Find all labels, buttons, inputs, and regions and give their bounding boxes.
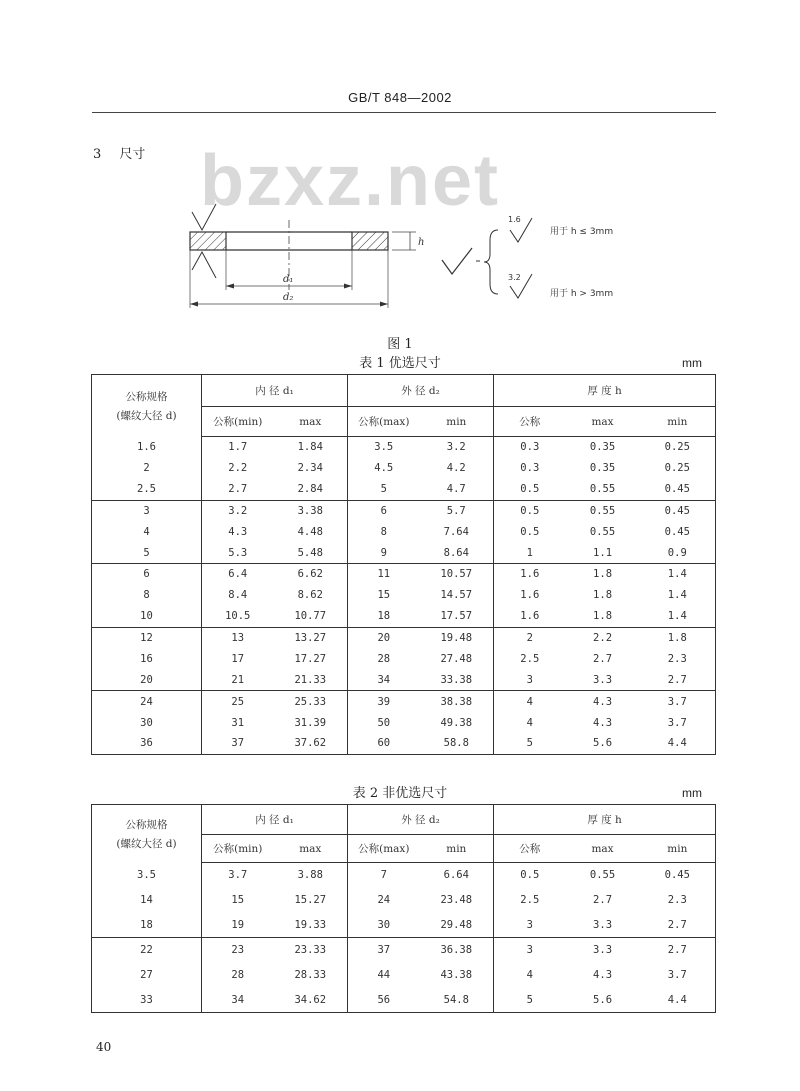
header-spec [92,805,202,863]
d2-label: d₂ [283,292,294,303]
table1-title: 表 1 优选尺寸 [359,356,441,371]
cell-h-min: 2.3 [667,652,687,665]
cell-d2-min: 43.38 [420,963,494,988]
cell-h-nom: 4 [526,969,533,981]
table1-unit: mm [682,356,702,370]
washer-figure [180,190,640,320]
cell-h-nom: 0.5 [520,525,540,538]
cell-h-min: 4.4 [667,993,687,1006]
cell-d2-min: 19.48 [420,627,494,648]
cell-d2-nom: 11 [348,564,420,585]
cell-h-nom: 5 [526,737,533,750]
cell-h-min: 2.3 [667,894,687,906]
cell-d1-max: 1.84 [274,437,348,458]
cell-d1-nom: 4.3 [228,525,248,538]
cell-spec: 33 [92,988,202,1013]
header-inner: 内 径 d₁ [202,805,348,835]
cell-d1-nom: 34 [231,993,245,1006]
cell-h-nom: 2.5 [520,894,540,906]
table2-title: 表 2 非优选尺寸 [352,786,448,801]
cell-h-max: 0.55 [566,500,640,521]
cell-h-nom: 4 [526,716,533,729]
header-h-max: max [566,407,640,437]
cell-d1-nom: 3.7 [228,869,248,882]
cell-h-max: 1.8 [593,589,613,602]
cell-d2-nom: 6 [348,500,420,521]
cell-h-min: 2.7 [667,918,687,931]
cell-h-max: 1.8 [566,564,640,585]
cell-d1-max: 21.33 [274,670,348,691]
brace [484,230,498,294]
watermark: bzxz.net [200,141,501,221]
header-spec-label: 公称规格 [125,818,168,831]
cell-spec: 1.6 [92,437,202,458]
cell-d2-min: 17.57 [420,606,494,627]
cell-d1-nom: 10.5 [225,610,251,623]
cell-d1-nom: 3.2 [202,500,274,521]
cell-spec: 4 [92,521,202,542]
cell-d2-nom: 50 [377,716,391,729]
cell-d1-max: 19.33 [274,913,348,938]
cell-spec: 3.5 [92,863,202,888]
header-spec [92,375,202,437]
washer-left-section [190,232,226,250]
cell-h-min: 1.4 [667,589,687,602]
cell-d1-nom: 23 [202,938,274,963]
surface-mark-bottom [192,252,216,278]
header-h-nom: 公称 [494,407,566,437]
cell-h-nom: 0.5 [520,483,540,496]
cell-h-nom: 2 [494,627,566,648]
cell-d2-nom: 3.5 [374,441,394,454]
cell-spec: 6 [92,564,202,585]
cell-spec: 18 [92,913,202,938]
cell-d1-nom: 1.7 [228,441,248,454]
section-number: 3 [93,147,102,162]
cell-d1-nom: 2.7 [228,483,248,496]
cell-spec: 10 [92,606,202,627]
table-row [92,437,716,458]
cell-d1-nom: 25 [202,691,274,712]
cell-h-max: 0.55 [589,525,616,538]
cell-spec: 36 [92,733,202,754]
table1 [91,374,716,755]
roughness-symbol [442,248,472,274]
cell-d2-min: 38.38 [420,691,494,712]
cell-h-max: 1.1 [593,546,613,559]
cell-h-nom: 4 [494,691,566,712]
cell-d2-min: 3.2 [420,437,494,458]
cell-h-nom: 0.5 [520,869,540,882]
cell-d1-nom: 15 [231,894,245,906]
table2-unit: mm [682,786,702,800]
cell-h-max: 0.35 [589,462,616,475]
table-row [92,963,716,988]
cell-d2-min: 49.38 [420,712,494,733]
cell-h-min: 1.4 [640,564,716,585]
table-row [92,648,716,669]
header-h-max: max [566,835,640,863]
cell-d1-max: 2.84 [274,479,348,500]
cell-h-min: 4.4 [667,737,687,750]
cell-d2-nom: 39 [348,691,420,712]
header-h-min: min [640,407,716,437]
cell-h-min: 0.45 [640,500,716,521]
table-row [92,479,716,500]
cell-h-min: 1.8 [640,627,716,648]
cell-d1-max: 31.39 [274,712,348,733]
header-d2-nom: 公称(max) [348,407,420,437]
header-d2-nom: 公称(max) [348,835,420,863]
cell-d1-nom: 6.4 [202,564,274,585]
cell-d1-nom: 31 [231,716,245,729]
cell-spec: 8 [92,585,202,606]
header-spec-sub: (螺纹大径 d) [116,409,177,422]
section-title: 尺寸 [119,147,146,162]
cell-d1-max: 28.33 [274,963,348,988]
cell-spec: 24 [92,691,202,712]
cell-d2-min: 29.48 [420,913,494,938]
cell-spec: 20 [92,670,202,691]
cell-spec: 22 [92,938,202,963]
table-row [92,458,716,479]
document-header: GB/T 848—2002 [348,90,452,105]
cell-d2-nom: 24 [377,894,391,906]
cell-h-max: 2.7 [593,652,613,665]
cell-h-nom: 3 [494,938,566,963]
cell-h-max: 3.3 [593,918,613,931]
header-rule [92,112,716,113]
cell-d1-nom: 8.4 [228,589,248,602]
cell-d2-min: 36.38 [420,938,494,963]
cell-d2-min: 10.57 [420,564,494,585]
header-d2-min: min [420,835,494,863]
cell-d1-nom: 21 [231,673,245,686]
cell-h-max: 5.6 [593,737,613,750]
header-spec-sub: (螺纹大径 d) [116,837,177,850]
cell-d1-max: 10.77 [274,606,348,627]
table-row [92,733,716,754]
cell-d1-max: 17.27 [274,648,348,669]
table-row [92,988,716,1013]
header-d1-max: max [274,835,348,863]
table-row [92,691,716,712]
cell-d2-min: 4.7 [420,479,494,500]
cell-d1-max: 23.33 [274,938,348,963]
cell-d2-min: 54.8 [420,988,494,1013]
cell-h-min: 0.9 [667,546,687,559]
cell-h-min: 2.7 [667,673,687,686]
cell-h-min: 3.7 [640,691,716,712]
header-outer: 外 径 d₂ [348,805,494,835]
cell-h-max: 5.6 [593,993,613,1006]
cell-h-nom: 1.6 [520,610,540,623]
cell-spec: 3 [92,500,202,521]
washer-right-section [352,232,388,250]
cell-h-min: 0.45 [664,525,690,538]
cell-h-nom: 0.5 [494,500,566,521]
cell-h-nom: 0.3 [520,462,540,475]
cell-h-nom: 3 [526,673,533,686]
cell-d1-nom: 2.2 [228,462,248,475]
table2 [91,804,716,1013]
cell-d2-min: 8.64 [420,542,494,563]
roughness-note-1: 用于 h ≤ 3mm [550,227,614,237]
d1-label: d₁ [283,274,294,285]
table-row [92,888,716,913]
table-row [92,606,716,627]
cell-spec: 27 [92,963,202,988]
cell-spec: 5 [92,542,202,563]
cell-h-nom: 5 [526,993,533,1006]
cell-h-min: 0.45 [664,869,690,882]
cell-h-max: 0.35 [589,441,616,454]
header-inner: 内 径 d₁ [202,375,348,407]
cell-d1-max: 25.33 [274,691,348,712]
cell-d2-nom: 5 [380,483,387,496]
cell-h-nom: 1.6 [520,589,540,602]
table-row [92,938,716,963]
cell-d2-nom: 28 [377,652,391,665]
cell-h-min: 0.25 [664,462,690,475]
table-row [92,585,716,606]
table-row [92,712,716,733]
cell-d2-nom: 56 [377,993,391,1006]
cell-d2-nom: 7 [380,869,387,882]
cell-h-nom: 2.5 [520,652,540,665]
cell-h-max: 0.55 [589,869,616,882]
cell-d2-min: 58.8 [420,733,494,754]
header-d2-min: min [420,407,494,437]
table-row [92,542,716,563]
cell-d2-nom: 20 [348,627,420,648]
cell-d2-nom: 60 [377,737,391,750]
cell-d2-nom: 44 [377,969,391,981]
cell-d2-min: 5.7 [420,500,494,521]
cell-d2-nom: 34 [377,673,391,686]
cell-d1-max: 3.38 [274,500,348,521]
table-row [92,670,716,691]
cell-d1-nom: 19 [231,918,245,931]
cell-h-nom: 3 [526,918,533,931]
cell-h-min: 1.4 [667,610,687,623]
cell-d1-nom: 13 [202,627,274,648]
cell-d2-min: 27.48 [420,648,494,669]
cell-d1-max: 15.27 [274,888,348,913]
cell-d2-min: 4.2 [420,458,494,479]
cell-d1-max: 6.62 [274,564,348,585]
header-d1-max: max [274,407,348,437]
table-row [92,564,716,585]
cell-d1-nom: 17 [231,652,245,665]
cell-h-min: 0.25 [664,441,690,454]
header-d1-nom: 公称(min) [202,835,274,863]
cell-h-nom: 1.6 [494,564,566,585]
cell-spec: 30 [92,712,202,733]
cell-d2-min: 14.57 [420,585,494,606]
page-number: 40 [96,1040,112,1054]
cell-h-min: 2.7 [640,938,716,963]
header-h-min: min [640,835,716,863]
table-row [92,627,716,648]
cell-h-nom: 0.3 [520,441,540,454]
roughness-note-2: 用于 h > 3mm [550,289,614,299]
cell-d1-max: 8.62 [274,585,348,606]
cell-h-min: 3.7 [667,969,687,981]
header-thickness: 厚 度 h [494,375,716,407]
cell-h-min: 3.7 [667,716,687,729]
cell-d2-nom: 8 [380,525,387,538]
table-row [92,863,716,888]
cell-h-max: 4.3 [566,691,640,712]
cell-spec: 16 [92,648,202,669]
cell-d1-max: 3.88 [274,863,348,888]
section-heading [93,143,145,162]
cell-d1-max: 13.27 [274,627,348,648]
cell-h-nom: 1 [526,546,533,559]
surface-mark-top [192,204,216,230]
cell-h-max: 4.3 [593,716,613,729]
header-outer: 外 径 d₂ [348,375,494,407]
figure-caption: 图 1 [387,337,413,352]
table-row [92,913,716,938]
cell-d1-nom: 5.3 [228,546,248,559]
cell-spec: 2.5 [92,479,202,500]
cell-d2-nom: 15 [377,589,391,602]
cell-d2-nom: 18 [377,610,391,623]
header-d1-nom: 公称(min) [202,407,274,437]
cell-d2-nom: 30 [377,918,391,931]
cell-h-max: 2.7 [593,894,613,906]
cell-d1-max: 5.48 [274,542,348,563]
cell-spec: 14 [92,888,202,913]
cell-d2-min: 7.64 [420,521,494,542]
cell-d2-min: 6.64 [420,863,494,888]
cell-h-max: 3.3 [566,938,640,963]
cell-h-max: 1.8 [593,610,613,623]
cell-d2-nom: 9 [380,546,387,559]
table-row [92,521,716,542]
cell-h-max: 0.55 [589,483,616,496]
cell-d1-nom: 37 [231,737,245,750]
h-label: h [418,237,425,248]
roughness-value-2: 3.2 [508,273,521,282]
cell-h-max: 4.3 [593,969,613,981]
cell-d1-max: 2.34 [274,458,348,479]
cell-spec: 12 [92,627,202,648]
cell-h-max: 2.2 [566,627,640,648]
cell-d2-min: 23.48 [420,888,494,913]
header-h-nom: 公称 [494,835,566,863]
header-thickness: 厚 度 h [494,805,716,835]
cell-d1-nom: 28 [231,969,245,981]
cell-d1-max: 4.48 [274,521,348,542]
cell-d1-max: 34.62 [274,988,348,1013]
cell-h-max: 3.3 [593,673,613,686]
header-spec-label: 公称规格 [125,390,168,403]
cell-spec: 2 [92,458,202,479]
cell-h-min: 0.45 [664,483,690,496]
cell-d2-min: 33.38 [420,670,494,691]
roughness-value-1: 1.6 [508,215,521,224]
cell-d2-nom: 4.5 [374,462,394,475]
cell-d1-max: 37.62 [274,733,348,754]
table-row [92,500,716,521]
cell-d2-nom: 37 [348,938,420,963]
